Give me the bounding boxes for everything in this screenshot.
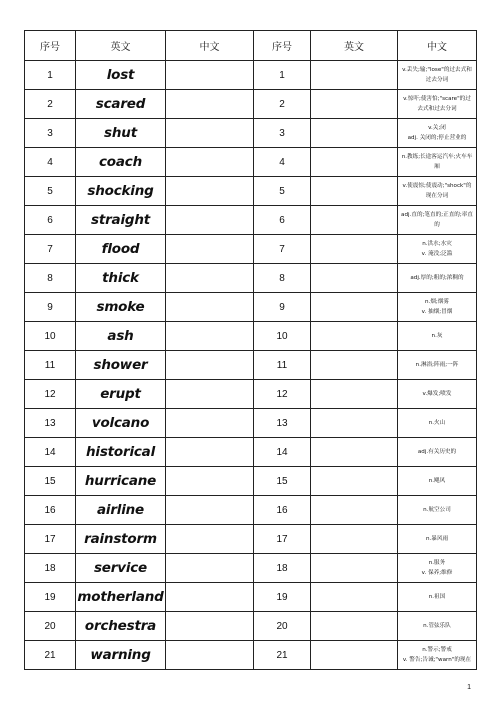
row-number-right: 15 (254, 467, 311, 496)
table-row (25, 235, 477, 264)
vocabulary-rows (25, 61, 477, 670)
chinese-answer-blank (166, 496, 254, 525)
table-row (25, 61, 477, 90)
definition-line: n.祖国 (428, 594, 446, 600)
english-answer-blank (311, 612, 398, 641)
chinese-answer-blank (166, 119, 254, 148)
english-word: lost (76, 61, 166, 90)
english-word: flood (76, 235, 166, 264)
row-number-left: 13 (25, 409, 76, 438)
vocabulary-table (24, 30, 477, 670)
definition-line: adj.直的;笔直的;正直的;率直 (401, 212, 473, 218)
chinese-answer-blank (166, 293, 254, 322)
row-number-left: 21 (25, 641, 76, 670)
definition-line: v.惊吓;使害怕;"scare"的过 (403, 96, 471, 102)
row-number-right: 1 (254, 61, 311, 90)
chinese-answer-blank (166, 409, 254, 438)
table-row (25, 351, 477, 380)
chinese-answer-blank (166, 554, 254, 583)
chinese-definition (398, 467, 477, 496)
chinese-answer-blank (166, 264, 254, 293)
chinese-definition (398, 554, 477, 583)
row-number-left: 11 (25, 351, 76, 380)
english-answer-blank (311, 119, 398, 148)
chinese-definition (398, 61, 477, 90)
table-row (25, 525, 477, 554)
chinese-definition (398, 264, 477, 293)
english-answer-blank (311, 61, 398, 90)
english-word: straight (76, 206, 166, 235)
header-english-right: 英文 (311, 31, 398, 61)
row-number-left: 14 (25, 438, 76, 467)
english-answer-blank (311, 467, 398, 496)
table-row (25, 496, 477, 525)
english-answer-blank (311, 351, 398, 380)
definition-line: adj.厚的;粗的;浓稠的 (410, 275, 464, 281)
row-number-left: 15 (25, 467, 76, 496)
row-number-right: 18 (254, 554, 311, 583)
english-answer-blank (311, 264, 398, 293)
chinese-answer-blank (166, 438, 254, 467)
chinese-answer-blank (166, 322, 254, 351)
definition-line: 过去分词 (425, 77, 449, 83)
row-number-right: 3 (254, 119, 311, 148)
row-number-right: 10 (254, 322, 311, 351)
english-word: hurricane (76, 467, 166, 496)
row-number-left: 2 (25, 90, 76, 119)
english-word: historical (76, 438, 166, 467)
table-row (25, 612, 477, 641)
table-row (25, 583, 477, 612)
table-row (25, 293, 477, 322)
english-answer-blank (311, 293, 398, 322)
row-number-left: 18 (25, 554, 76, 583)
row-number-right: 21 (254, 641, 311, 670)
definition-line: n.飓风 (428, 478, 446, 484)
chinese-definition (398, 177, 477, 206)
row-number-right: 7 (254, 235, 311, 264)
definition-line: n.灰 (431, 333, 443, 339)
english-word: thick (76, 264, 166, 293)
english-answer-blank (311, 380, 398, 409)
row-number-right: 5 (254, 177, 311, 206)
table-row (25, 148, 477, 177)
row-number-left: 8 (25, 264, 76, 293)
english-answer-blank (311, 90, 398, 119)
definition-line: v. 警告;告诫;"warn"的现在 (402, 657, 472, 663)
english-word: shut (76, 119, 166, 148)
english-answer-blank (311, 177, 398, 206)
table-row (25, 322, 477, 351)
english-answer-blank (311, 438, 398, 467)
chinese-definition (398, 148, 477, 177)
definition-line: n.洪水;水灾 (422, 241, 452, 247)
chinese-answer-blank (166, 612, 254, 641)
chinese-answer-blank (166, 90, 254, 119)
definition-line: 厢 (434, 164, 440, 170)
english-answer-blank (311, 496, 398, 525)
table-row (25, 554, 477, 583)
english-word: rainstorm (76, 525, 166, 554)
definition-line: n.火山 (428, 420, 446, 426)
chinese-definition (398, 351, 477, 380)
english-answer-blank (311, 148, 398, 177)
english-word: motherland (76, 583, 166, 612)
definition-line: 现在分词 (425, 193, 449, 199)
english-word: shocking (76, 177, 166, 206)
chinese-answer-blank (166, 380, 254, 409)
english-answer-blank (311, 409, 398, 438)
row-number-right: 19 (254, 583, 311, 612)
definition-line: n.服务 (428, 560, 446, 566)
english-answer-blank (311, 641, 398, 670)
chinese-answer-blank (166, 525, 254, 554)
table-row (25, 264, 477, 293)
chinese-answer-blank (166, 583, 254, 612)
row-number-right: 4 (254, 148, 311, 177)
definition-line: v.爆发;喷发 (422, 391, 452, 397)
chinese-definition (398, 293, 477, 322)
row-number-left: 12 (25, 380, 76, 409)
row-number-right: 17 (254, 525, 311, 554)
chinese-answer-blank (166, 235, 254, 264)
row-number-right: 8 (254, 264, 311, 293)
chinese-definition (398, 438, 477, 467)
table-row (25, 380, 477, 409)
table-row (25, 206, 477, 235)
row-number-left: 16 (25, 496, 76, 525)
row-number-right: 2 (254, 90, 311, 119)
row-number-left: 19 (25, 583, 76, 612)
english-answer-blank (311, 525, 398, 554)
row-number-right: 14 (254, 438, 311, 467)
table-row (25, 177, 477, 206)
english-answer-blank (311, 322, 398, 351)
chinese-answer-blank (166, 641, 254, 670)
row-number-left: 7 (25, 235, 76, 264)
definition-line: adj. 关闭的;停止营业的 (407, 135, 467, 141)
row-number-left: 6 (25, 206, 76, 235)
definition-line: v. 保养;维修 (421, 570, 453, 576)
chinese-definition (398, 641, 477, 670)
definition-line: n.教练;长途客运汽车;火车车 (401, 154, 473, 160)
definition-line: v.丢失;输;"lose"的过去式和 (402, 67, 472, 73)
chinese-definition (398, 322, 477, 351)
chinese-answer-blank (166, 467, 254, 496)
row-number-left: 17 (25, 525, 76, 554)
row-number-left: 9 (25, 293, 76, 322)
english-word: ash (76, 322, 166, 351)
header-row (25, 31, 477, 61)
chinese-answer-blank (166, 351, 254, 380)
row-number-right: 20 (254, 612, 311, 641)
table-row (25, 438, 477, 467)
chinese-definition (398, 119, 477, 148)
header-chinese-right: 中文 (398, 31, 477, 61)
english-word: warning (76, 641, 166, 670)
page-number: 1 (467, 684, 471, 691)
chinese-definition (398, 583, 477, 612)
header-chinese-left: 中文 (166, 31, 254, 61)
chinese-answer-blank (166, 61, 254, 90)
chinese-answer-blank (166, 206, 254, 235)
chinese-definition (398, 90, 477, 119)
english-word: service (76, 554, 166, 583)
definition-line: n.航空公司 (423, 507, 451, 513)
chinese-definition (398, 496, 477, 525)
header-number-left: 序号 (25, 31, 76, 61)
table-row (25, 641, 477, 670)
english-answer-blank (311, 554, 398, 583)
chinese-definition (398, 380, 477, 409)
chinese-definition (398, 525, 477, 554)
definition-line: n.暴风雨 (425, 536, 449, 542)
table-row (25, 119, 477, 148)
english-word: airline (76, 496, 166, 525)
row-number-right: 9 (254, 293, 311, 322)
definition-line: n.烟;烟雾 (425, 299, 449, 305)
english-word: shower (76, 351, 166, 380)
header-number-right: 序号 (254, 31, 311, 61)
row-number-right: 12 (254, 380, 311, 409)
row-number-left: 4 (25, 148, 76, 177)
table-row (25, 90, 477, 119)
definition-line: 的 (434, 222, 440, 228)
definition-line: v.使震惊;使震动;"shock"的 (402, 183, 472, 189)
row-number-right: 6 (254, 206, 311, 235)
vocabulary-sheet (24, 30, 476, 670)
english-word: smoke (76, 293, 166, 322)
row-number-right: 11 (254, 351, 311, 380)
definition-line: n.淋浴;阵雨;一阵 (415, 362, 459, 368)
definition-line: n.管弦乐队 (423, 623, 451, 629)
chinese-answer-blank (166, 148, 254, 177)
chinese-definition (398, 235, 477, 264)
english-word: scared (76, 90, 166, 119)
english-answer-blank (311, 583, 398, 612)
row-number-right: 16 (254, 496, 311, 525)
table-row (25, 467, 477, 496)
definition-line: 去式和过去分词 (417, 106, 457, 112)
english-word: coach (76, 148, 166, 177)
definition-line: v.关;闭 (428, 125, 446, 131)
chinese-definition (398, 409, 477, 438)
row-number-left: 1 (25, 61, 76, 90)
definition-line: v. 抽烟;冒烟 (421, 309, 453, 315)
chinese-answer-blank (166, 177, 254, 206)
table-row (25, 409, 477, 438)
row-number-right: 13 (254, 409, 311, 438)
definition-line: n.警示;警戒 (422, 647, 452, 653)
chinese-definition (398, 612, 477, 641)
chinese-definition (398, 206, 477, 235)
definition-line: v. 淹没;泛滥 (421, 251, 453, 257)
english-word: orchestra (76, 612, 166, 641)
row-number-left: 20 (25, 612, 76, 641)
english-answer-blank (311, 206, 398, 235)
english-word: erupt (76, 380, 166, 409)
english-word: volcano (76, 409, 166, 438)
row-number-left: 3 (25, 119, 76, 148)
header-english-left: 英文 (76, 31, 166, 61)
row-number-left: 10 (25, 322, 76, 351)
row-number-left: 5 (25, 177, 76, 206)
english-answer-blank (311, 235, 398, 264)
definition-line: adj.有关历史的 (417, 449, 457, 455)
